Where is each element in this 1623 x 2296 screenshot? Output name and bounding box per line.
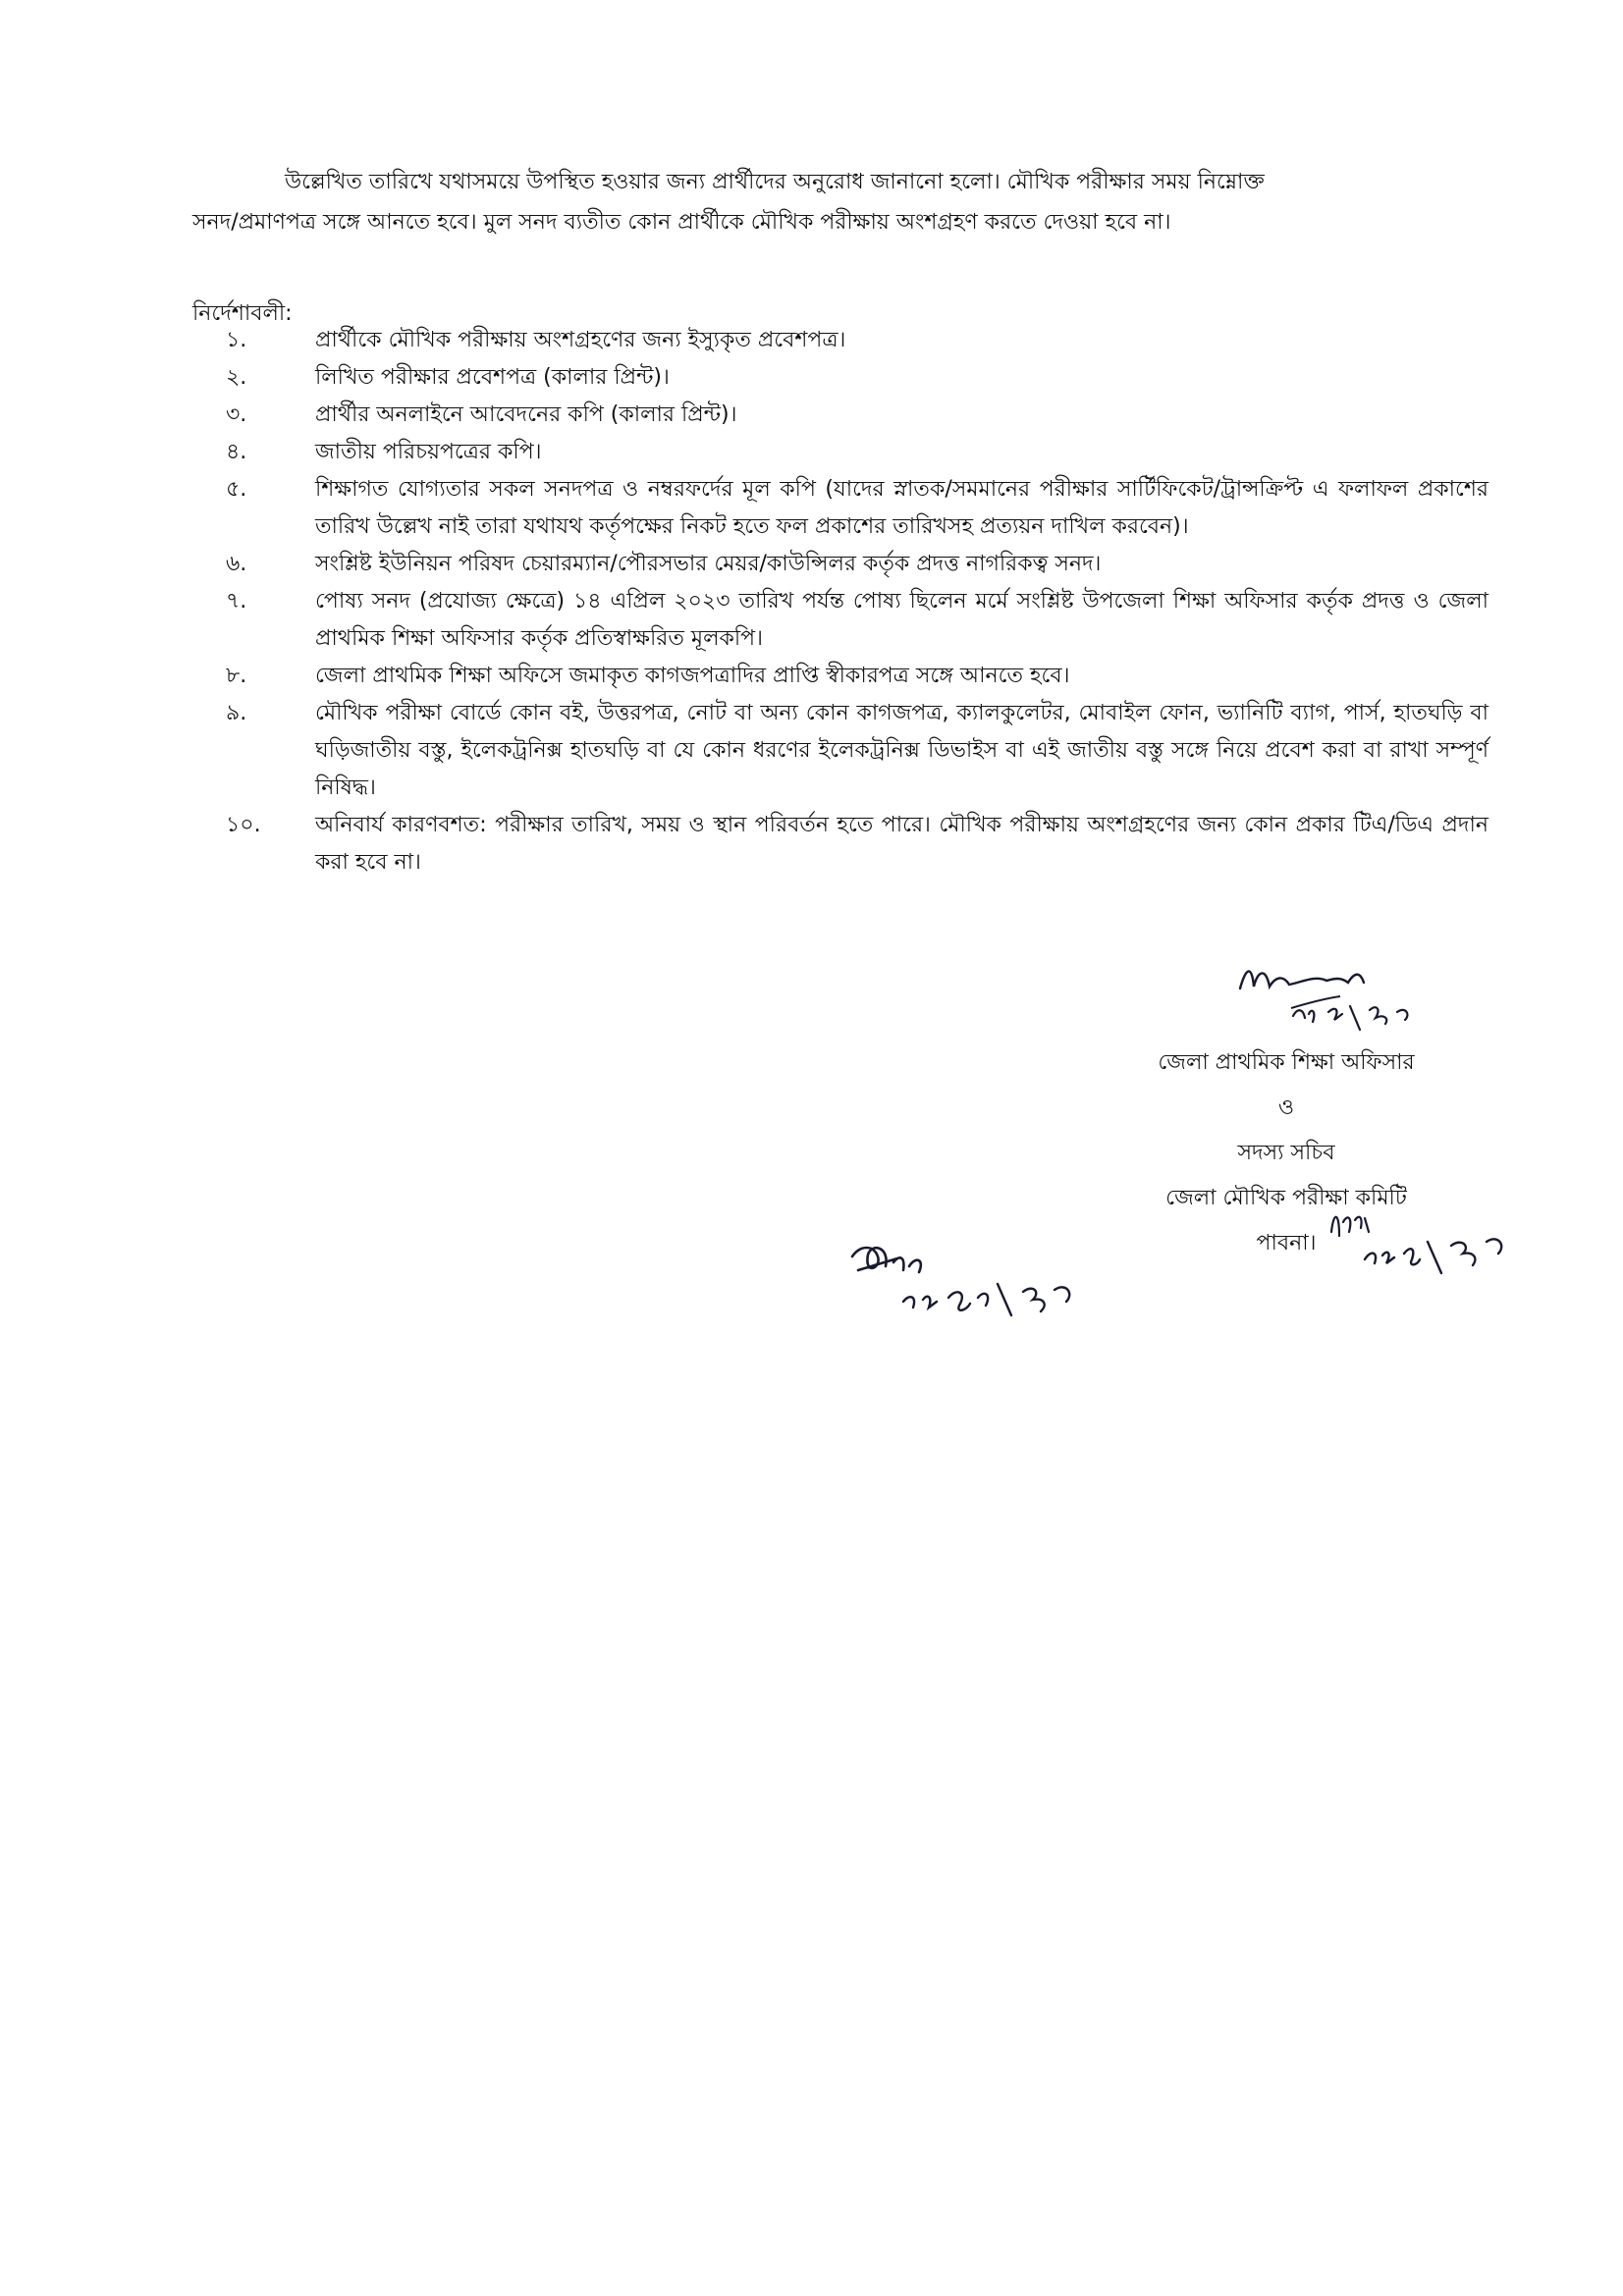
intro-line-2: সনদ/প্রমাণপত্র সঙ্গে আনতে হবে। মুল সনদ ব্যতীত কোন প্রার্থীকে মৌখিক পরীক্ষায় অংশগ্রহণ করতে দেওয়া হবে না। xyxy=(192,210,1171,235)
item-number: ৩. xyxy=(226,402,247,427)
list-item xyxy=(192,807,1488,881)
signature-3 xyxy=(844,1237,1119,1335)
item-number: ২. xyxy=(226,365,247,390)
item-text: মৌখিক পরীক্ষা বোর্ডে কোন বই, উত্তরপত্র, নোট বা অন্য কোন কাগজপত্র, ক্যালকুলেটর, মোবাইল ফোন, ভ্যানিটি ব্যাগ, পার্স, হাতঘড়ি বা ঘড়িজাতীয় বস্তু, ইলেকট্রনিক্স হাতঘড়ি বা যে কোন ধরণের ইলেকট্রনিক্স ডিভাইস বা এই জাতীয় বস্তু সঙ্গে নিয়ে প্রবেশ করা বা রাখা সম্পূর্ণ নিষিদ্ধ। xyxy=(315,701,1488,800)
item-text: সংশ্লিষ্ট ইউনিয়ন পরিষদ চেয়ারম্যান/পৌরসভার মেয়র/কাউন্সিলর কর্তৃক প্রদত্ত নাগরিকত্ব সনদ। xyxy=(315,552,1102,576)
signature-2 xyxy=(1325,1202,1522,1281)
list-item xyxy=(192,322,1488,359)
intro-paragraph xyxy=(192,162,1488,242)
instructions-list xyxy=(192,322,1488,881)
signature-1 xyxy=(1232,957,1448,1050)
item-number: ৫. xyxy=(226,477,247,502)
list-item xyxy=(192,658,1488,695)
list-item xyxy=(192,583,1488,658)
list-item xyxy=(192,434,1488,471)
item-number: ৬. xyxy=(226,552,247,576)
item-text: প্রার্থীকে মৌখিক পরীক্ষায় অংশগ্রহণের জন্য ইস্যুকৃত প্রবেশপত্র। xyxy=(315,328,846,352)
intro-line-1: উল্লেখিত তারিখে যথাসময়ে উপস্থিত হওয়ার জন্য প্রার্থীদের অনুরোধ জানানো হলো। মৌখিক পরীক্ষার সময় নিম্নোক্ত xyxy=(285,170,1265,194)
item-number: ৪. xyxy=(226,440,247,464)
signatory-conjunction: ও xyxy=(1277,1095,1295,1120)
item-text: লিখিত পরীক্ষার প্রবেশপত্র (কালার প্রিন্ট)। xyxy=(315,365,670,390)
item-number: ৮. xyxy=(226,664,247,688)
list-item xyxy=(192,471,1488,546)
item-text: পোষ্য সনদ (প্রযোজ্য ক্ষেত্রে) ১৪ এপ্রিল ২০২৩ তারিখ পর্যন্ত পোষ্য ছিলেন মর্মে সংশ্লিষ্ট উপজেলা শিক্ষা অফিসার কর্তৃক প্রদত্ত ও জেলা প্রাথমিক শিক্ষা অফিসার কর্তৃক প্রতিস্বাক্ষরিত মূলকপি। xyxy=(315,589,1488,651)
signatory-committee: জেলা মৌখিক পরীক্ষা কমিটি xyxy=(1165,1186,1407,1210)
item-text: শিক্ষাগত যোগ্যতার সকল সনদপত্র ও নম্বরফর্দের মূল কপি (যাদের স্নাতক/সমমানের পরীক্ষার সার্টিফিকেট/ট্রান্সক্রিপ্ট এ ফলাফল প্রকাশের তারিখ উল্লেখ নাই তারা যথাযথ কর্তৃপক্ষের নিকট হতে ফল প্রকাশের তারিখসহ প্রত্যয়ন দাখিল করবেন)। xyxy=(315,477,1488,539)
signatory-location: পাবনা। xyxy=(1256,1231,1317,1255)
item-number: ৯. xyxy=(226,701,247,725)
list-item xyxy=(192,695,1488,807)
list-item xyxy=(192,397,1488,434)
instructions-heading: নির্দেশাবলী: xyxy=(192,301,293,326)
item-text: প্রার্থীর অনলাইনে আবেদনের কপি (কালার প্রিন্ট)। xyxy=(315,402,737,427)
signatory-role: সদস্য সচিব xyxy=(1237,1141,1335,1165)
item-text: জেলা প্রাথমিক শিক্ষা অফিসে জমাকৃত কাগজপত্রাদির প্রাপ্তি স্বীকারপত্র সঙ্গে আনতে হবে। xyxy=(315,664,1070,688)
item-text: জাতীয় পরিচয়পত্রের কপি। xyxy=(315,440,542,464)
item-text: অনিবার্য কারণবশত: পরীক্ষার তারিখ, সময় ও স্থান পরিবর্তন হতে পারে। মৌখিক পরীক্ষায় অংশগ্রহণের জন্য কোন প্রকার টিএ/ডিএ প্রদান করা হবে না। xyxy=(315,813,1488,875)
list-item xyxy=(192,546,1488,583)
list-item xyxy=(192,359,1488,397)
item-number: ৭. xyxy=(226,589,247,614)
item-number: ১০. xyxy=(226,813,261,837)
signatory-designation: জেলা প্রাথমিক শিক্ষা অফিসার xyxy=(1158,1050,1415,1075)
item-number: ১. xyxy=(226,328,247,352)
